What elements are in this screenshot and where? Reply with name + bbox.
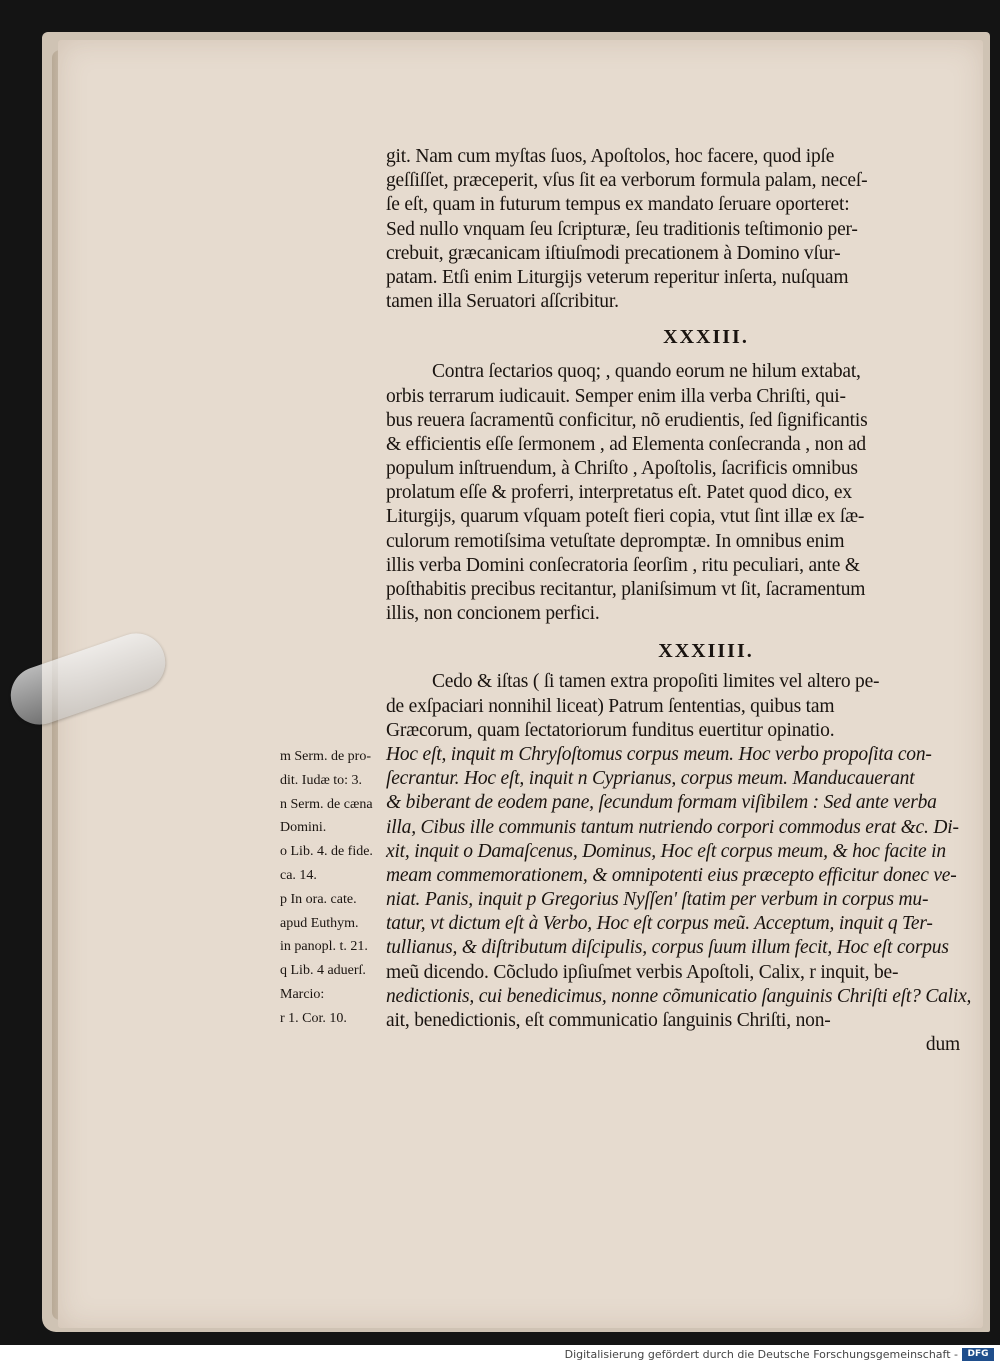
text-line: tamen illa Seruatori aſſcribitur. <box>386 291 619 313</box>
text-line: crebuit, græcanicam iſtiuſmodi precationem à Domino vſur- <box>386 242 841 264</box>
main-text <box>386 145 972 1057</box>
margin-note: m Serm. de pro- <box>280 749 371 764</box>
text-line: illis verba Domini conſecratoria ſeorſim , ritu peculiari, ante & <box>386 554 860 576</box>
text-line: poſthabitis precibus recitantur, planiſsimum vt ſit, ſacramentum <box>386 579 866 600</box>
text-line: xit, inquit o Damaſcenus, Dominus, Hoc eſt corpus meum, & hoc facite in <box>386 840 946 862</box>
text-line: ſe eſt, quam in futurum tempus ex mandato ſeruare oporteret: <box>386 194 850 216</box>
footer-credit: Digitalisierung gefördert durch die Deutsche Forschungsgemeinschaft - <box>564 1348 958 1361</box>
margin-note: p In ora. cate. <box>280 891 357 907</box>
text-line: Græcorum, quam ſectatoriorum funditus euertitur opinatio. <box>386 719 835 741</box>
section-heading: XXXIII. <box>663 326 749 349</box>
text-line: meam commemorationem, & omnipotenti eius præcepto efficitur donec ve- <box>386 864 957 886</box>
text-line: illis, non concionem perfici. <box>386 603 600 625</box>
text-line: tatur, vt dictum eſt à Verbo, Hoc eſt corpus meũ. Acceptum, inquit q Ter- <box>386 913 933 935</box>
text-line: prolatum eſſe & proferri, interpretatus eſt. Patet quod dico, ex <box>386 482 852 504</box>
margin-note: apud Euthym. <box>280 915 359 931</box>
text-line: & efficientis eſſe ſermonem , ad Elementa conſecranda , non ad <box>386 433 866 455</box>
text-line: illa, Cibus ille communis tantum nutriendo corpori commodus erat &c. Di- <box>386 816 959 838</box>
text-line: niat. Panis, inquit p Gregorius Nyſſen' ſtatim per verbum in corpus mu- <box>386 889 929 911</box>
margin-note: dit. Iudæ to: 3. <box>280 772 363 788</box>
text-line: nedictionis, cui benedicimus, nonne cõmunicatio ſanguinis Chriſti eſt? Calix, <box>386 985 972 1007</box>
text-line: ſecrantur. Hoc eſt, inquit n Cyprianus, corpus meum. Manducauerant <box>386 768 915 790</box>
text-line: populum inſtruendum, à Chriſto , Apoſtolis, ſacrificis omnibus <box>386 458 858 480</box>
margin-note: n Serm. de cæna <box>280 796 373 812</box>
text-line: Contra ſectarios quoq; , quando eorum ne hilum extabat, <box>432 361 861 383</box>
margin-note: in panopl. t. 21. <box>280 939 368 955</box>
margin-note: r 1. Cor. 10. <box>280 1010 347 1026</box>
margin-note: o Lib. 4. de fide. <box>280 844 373 860</box>
margin-note: ca. 14. <box>280 867 317 883</box>
footer-bar <box>0 1345 1000 1365</box>
text-line: bus reuera ſacramentũ conficitur, nõ erudientis, ſed ſignificantis <box>386 409 868 431</box>
text-line: git. Nam cum myſtas ſuos, Apoſtolos, hoc facere, quod ipſe <box>386 146 835 167</box>
dfg-logo: DFG <box>962 1348 994 1361</box>
section-heading: XXXIIII. <box>658 640 754 663</box>
text-line: patam. Etſi enim Liturgijs veterum reperitur inſerta, nuſquam <box>386 266 849 288</box>
text-line: orbis terrarum iudicauit. Semper enim illa verba Chriſti, qui- <box>386 385 846 407</box>
text-line: & biberant de eodem pane, ſecundum formam viſibilem : Sed ante verba <box>386 792 937 814</box>
text-line: Sed nullo vnquam ſeu ſcripturæ, ſeu traditionis teſtimonio per- <box>386 218 858 240</box>
text-line: culorum remotiſsima vetuſtate depromptæ. In omnibus enim <box>386 530 845 552</box>
catchword: dum <box>925 1034 960 1056</box>
text-line: tullianus, & diſtributum diſcipulis, corpus ſuum illum fecit, Hoc eſt corpus <box>386 937 949 959</box>
text-line: de exſpaciari nonnihil liceat) Patrum ſententias, quibus tam <box>386 695 835 717</box>
margin-note: q Lib. 4 aduerſ. <box>280 963 366 979</box>
margin-note: Domini. <box>280 820 327 836</box>
text-line: ait, benedictionis, eſt communicatio ſanguinis Chriſti, non- <box>386 1010 831 1031</box>
text-line: geſſiſſet, præceperit, vſus ſit ea verborum formula palam, neceſ- <box>386 170 868 192</box>
text-line: Liturgijs, quarum vſquam poteſt fieri copia, vtut ſint illæ ex ſæ- <box>386 506 865 528</box>
margin-notes <box>280 745 390 1031</box>
text-line: Hoc eſt, inquit m Chryſoſtomus corpus meum. Hoc verbo propoſita con- <box>386 743 932 765</box>
text-line: meũ dicendo. Cõcludo ipſiuſmet verbis Apoſtoli, Calix, r inquit, be- <box>386 961 899 983</box>
margin-note: Marcio: <box>280 986 325 1002</box>
text-line: Cedo & iſtas ( ſi tamen extra propoſiti limites vel altero pe- <box>432 671 880 693</box>
